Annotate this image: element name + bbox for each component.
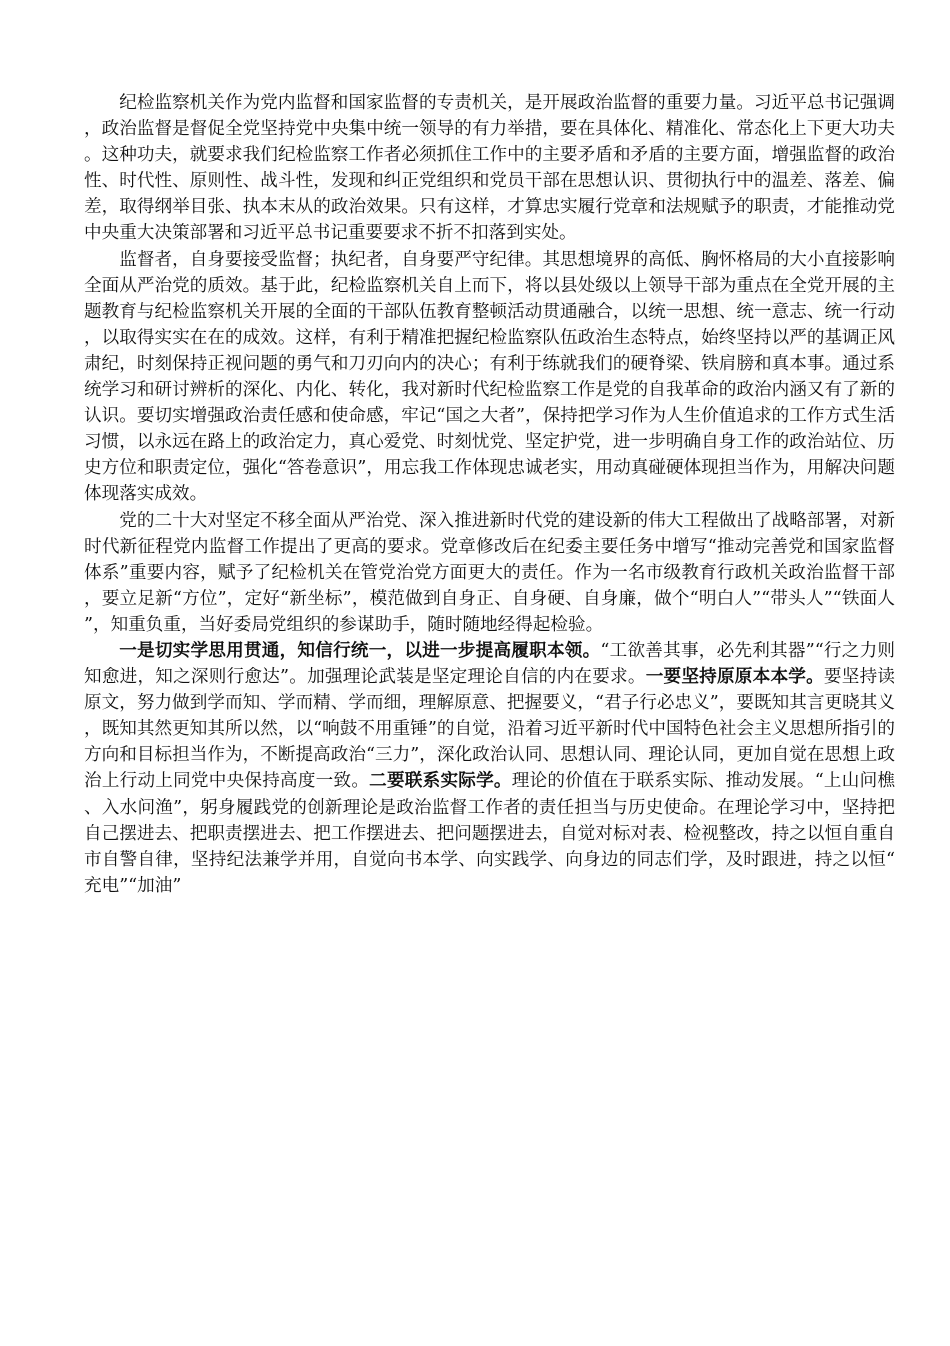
subpoint-practical-study-text: 理论的价值在于联系实际、推动发展。“上山问樵、入水问渔”，躬身履践党的创新理论是政治监督工作者的责任担当与历史使命。在理论学习中，坚持把自己摆进去、把职责摆进去、把工作摆进去、把问题摆进去，自觉对标对表、检视整改，持之以恒自重自市自警自律，坚持纪法兼学并用，自觉向书本学、向实践学、向身边的同志们学，及时跟进，持之以恒“充电”“加油” (84, 771, 895, 896)
paragraph-twentieth-congress: 党的二十大对坚定不移全面从严治党、深入推进新时代党的建设新的伟大工程做出了战略部署，对新时代新征程党内监督工作提出了更高的要求。党章修改后在纪委主要任务中增写“推动完善党和国家监督体系”重要内容，赋予了纪检机关在管党治党方面更大的责任。作为一名市级教育行政机关政治监督干部，要立足新“方位”，定好“新坐标”，模范做到自身正、自身硬、自身廉，做个“明白人”“带头人”“铁面人”，知重负重，当好委局党组织的参谋助手，随时随地经得起检验。 (84, 510, 895, 635)
point-one-heading: 一是切实学思用贯通，知信行统一，以进一步提高履职本领。 (119, 639, 601, 661)
document-page (84, 90, 895, 899)
subpoint-practical-study-heading: 二要联系实际学。 (369, 770, 512, 792)
paragraph-point-one (84, 638, 895, 899)
paragraph-supervisor: 监督者，自身要接受监督；执纪者，自身要严守纪律。其思想境界的高低、胸怀格局的大小直接影响全面从严治党的质效。基于此，纪检监察机关自上而下，将以县处级以上领导干部为重点在全党开展的主题教育与纪检监察机关开展的全面的干部队伍教育整顿活动贯通融合，以统一思想、统一意志、统一行动，以取得实实在在的成效。这样，有利于精准把握纪检监察队伍政治生态特点，始终坚持以严的基调正风肃纪，时刻保持正视问题的勇气和刀刃向内的决心；有利于练就我们的硬脊梁、铁肩膀和真本事。通过系统学习和研讨辨析的深化、内化、转化，我对新时代纪检监察工作是党的自我革命的政治内涵又有了新的认识。要切实增强政治责任感和使命感，牢记“国之大者”，保持把学习作为人生价值追求的工作方式生活习惯，以永远在路上的政治定力，真心爱党、时刻忧党、坚定护党，进一步明确自身工作的政治站位、历史方位和职责定位，强化“答卷意识”，用忘我工作体现忠诚老实，用动真碰硬体现担当作为，用解决问题体现落实成效。 (84, 249, 895, 505)
paragraph-intro: 纪检监察机关作为党内监督和国家监督的专责机关，是开展政治监督的重要力量。习近平总书记强调，政治监督是督促全党坚持党中央集中统一领导的有力举措，要在具体化、精准化、常态化上下更大功夫。这种功夫，就要求我们纪检监察工作者必须抓住工作中的主要矛盾和矛盾的主要方面，增强监督的政治性、时代性、原则性、战斗性，发现和纠正党组织和党员干部在思想认识、贯彻执行中的温差、落差、偏差，取得纲举目张、执本末从的政治效果。只有这样，才算忠实履行党章和法规赋予的职责，才能推动党中央重大决策部署和习近平总书记重要要求不折不扣落到实处。 (84, 93, 895, 244)
subpoint-original-study-text: 要坚持读原文，努力做到学而知、学而精、学而细，理解原意、把握要义，“君子行必忠义”，要既知其言更晓其义，既知其然更知其所以然，以“响鼓不用重锤”的自觉，沿着习近平新时代中国特色社会主义思想所指引的方向和目标担当作为，不断提高政治“三力”，深化政治认同、思想认同、理论认同，更加自觉在思想上政治上行动上同党中央保持高度一致。 (84, 667, 895, 792)
subpoint-original-study-heading: 一要坚持原原本本学。 (645, 666, 824, 688)
point-one-text: “工欲善其事，必先利其器”“行之力则知愈进，知之深则行愈达”。加强理论武装是坚定理论自信的内在要求。 (84, 640, 895, 688)
